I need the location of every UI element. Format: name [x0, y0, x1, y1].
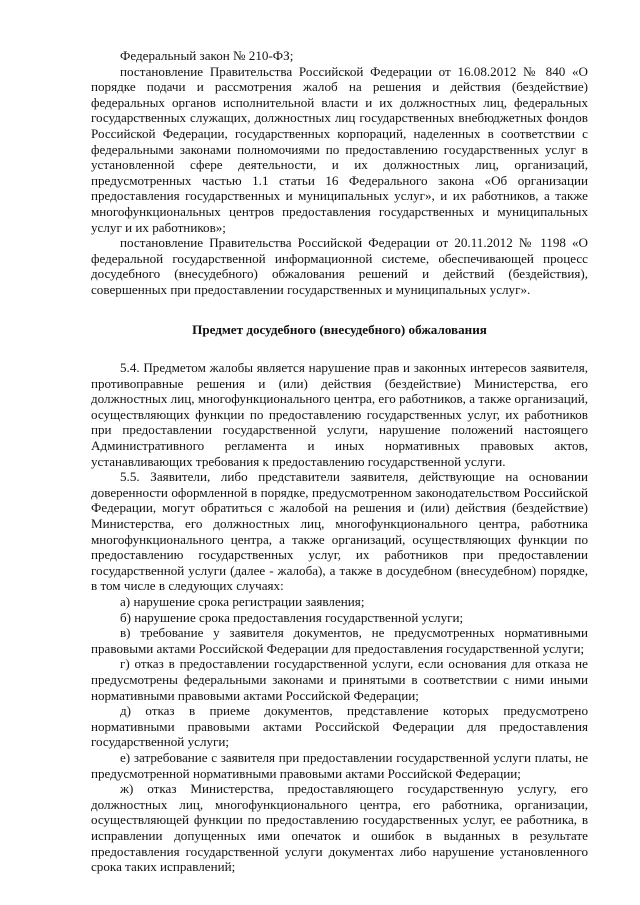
paragraph-5-4: 5.4. Предметом жалобы является нарушение прав и законных интересов заявителя, противоправные решения и (или) действия (бездействие) Министерства, его должностных лиц, многофункционального центра, его работников, а также организаций, осуществляющих функции по предоставлению государственных услуг, их работников при предоставлении государственной услуги, нарушение положений настоящего Административного регламента и иных нормативных правовых актов, устанавливающих требования к предоставлению государственной услуги. [91, 360, 588, 469]
list-item-a: а) нарушение срока регистрации заявления; [120, 594, 365, 609]
list-item-v: в) требование у заявителя документов, не предусмотренных нормативными правовыми актами Российской Федерации для предоставления государственной услуги; [91, 625, 588, 656]
list-item-g: г) отказ в предоставлении государственной услуги, если основания для отказа не предусмотрены федеральными законами и принятыми в соответствии с ними иными нормативными правовыми актами Российской Федерации; [91, 656, 588, 703]
paragraph-resolution-840: постановление Правительства Российской Федерации от 16.08.2012 № 840 «О порядке подачи и рассмотрения жалоб на решения и действия (бездействие) федеральных органов исполнительной власти и их должностных лиц, федеральных государственных служащих, должностных лиц государственных внебюджетных фондов Российской Федерации, государственных корпораций, наделенных в соответствии с федеральными законами полномочиями по предоставлению государственных услуг в установленной сфере деятельности, и их должностных лиц, организаций, предусмотренных частью 1.1 статьи 16 Федерального закона «Об организации предоставления государственных и муниципальных услуг», и их работников, а также многофункциональных центров предоставления государственных и муниципальных услуг и их работников»; [91, 63, 588, 235]
paragraph-federal-law: Федеральный закон № 210-ФЗ; [120, 48, 294, 63]
section-heading: Предмет досудебного (внесудебного) обжалования [192, 321, 487, 337]
list-item-b: б) нарушение срока предоставления государственной услуги; [120, 609, 464, 625]
list-item-e: е) затребование с заявителя при предоставлении государственной услуги платы, не предусмотренной нормативными правовыми актами Российской Федерации; [91, 749, 588, 781]
list-item-d: д) отказ в приеме документов, представление которых предусмотрено нормативными правовыми актами Российской Федерации для предоставления государственной услуги; [91, 703, 588, 750]
paragraph-5-5: 5.5. Заявители, либо представители заявителя, действующие на основании доверенности оформленной в порядке, предусмотренном законодательством Российской Федерации, могут обратиться с жалобой на решения и (или) действия (бездействие) Министерства, его должностных лиц, многофункционального центра, работника многофункционального центра, а также организаций, осуществляющих функции по предоставлению государственных услуг, их работников при предоставлении государственной услуги (далее - жалоба), а также в досудебном (внесудебном) порядке, в том числе в следующих случаях: [91, 469, 588, 594]
complaint-subject-section [91, 360, 588, 875]
legal-basis-list [91, 48, 588, 298]
paragraph-resolution-1198: постановление Правительства Российской Федерации от 20.11.2012 № 1198 «О федеральной государственной информационной системе, обеспечивающей процесс досудебного (внесудебного) обжалования решений и действий (бездействия), совершенных при предоставлении государственных и муниципальных услуг». [91, 235, 588, 297]
list-item-zh: ж) отказ Министерства, предоставляющего государственную услугу, его должностных лиц, многофункционального центра, его работника, организации, осуществляющей функции по предоставлению государственных услуг, ее работника, в исправлении допущенных ими опечаток и ошибок в выданных в результате предоставления государственной услуги документах либо нарушение установленного срока таких исправлений; [91, 781, 588, 875]
